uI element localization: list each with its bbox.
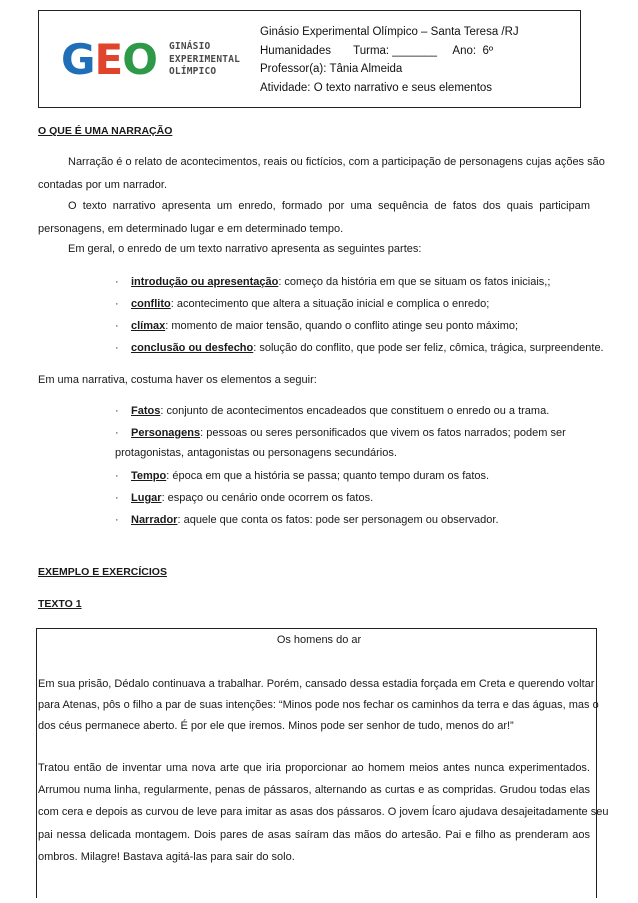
bullet-marker: · [115, 342, 119, 354]
bullet-marker: · [115, 514, 119, 526]
section-heading: EXEMPLO E EXERCÍCIOS [38, 566, 167, 578]
list-item: Personagens: pessoas ou seres personificados que vivem os fatos narrados; podem ser [131, 427, 566, 439]
paragraph-line: O texto narrativo apresenta um enredo, formado por uma sequência de fatos dos quais participam [68, 200, 590, 212]
text-line: Tratou então de inventar uma nova arte que iria proporcionar ao homem meios antes nunca experimentados. [38, 762, 590, 774]
paragraph-line: Narração é o relato de acontecimentos, reais ou fictícios, com a participação de personagens cujas ações são [68, 156, 605, 168]
paragraph-line: contadas por um narrador. [38, 179, 168, 191]
paragraph-line: Em uma narrativa, costuma haver os elementos a seguir: [38, 374, 317, 386]
school-name: Ginásio Experimental Olímpico – Santa Teresa /RJ [260, 26, 519, 38]
list-item: conclusão ou desfecho: solução do conflito, que pode ser feliz, cômica, trágica, surpreendente. [131, 342, 604, 354]
list-item: Tempo: época em que a história se passa; quanto tempo duram os fatos. [131, 470, 490, 482]
school-logo [61, 35, 247, 85]
bullet-marker: · [115, 405, 119, 417]
logo-wordmark: GEO [61, 35, 157, 84]
text-line: pai nessa delicada montagem. Dois pares de asas saíram das mãos do artesão. Pai e filho as prenderam aos [38, 829, 590, 841]
bullet-marker: · [115, 470, 119, 482]
bullet-marker: · [115, 492, 119, 504]
paragraph-line: Em geral, o enredo de um texto narrativo apresenta as seguintes partes: [68, 243, 422, 255]
list-item: conflito: acontecimento que altera a situação inicial e complica o enredo; [131, 298, 490, 310]
text-title: Os homens do ar [276, 634, 362, 646]
text-line: Arrumou numa linha, regularmente, penas de pássaros, alternando as curtas e as compridas. Grudou todas elas [38, 784, 590, 796]
section-heading: O QUE É UMA NARRAÇÃO [38, 125, 173, 137]
activity-title: Atividade: O texto narrativo e seus elementos [260, 81, 493, 94]
text-line: para Atenas, pôs o filho a par de suas intenções: “Minos pode nos fechar os caminhos da terra e das águas, mas o [38, 699, 599, 711]
text-line: dos céus permanece aberto. É por ele que iremos. Minos pode ser senhor de tudo, menos do ar!” [38, 720, 514, 732]
teacher-name: Professor(a): Tânia Almeida [260, 63, 403, 75]
paragraph-line: personagens, em determinado lugar e em determinado tempo. [38, 223, 344, 235]
list-item: clímax: momento de maior tensão, quando o conflito atinge seu ponto máximo; [131, 320, 519, 332]
bullet-marker: · [115, 298, 119, 310]
class-line: Humanidades Turma: _______ Ano: 6º [260, 44, 494, 57]
list-item: introdução ou apresentação: começo da história em que se situam os fatos iniciais,; [131, 276, 551, 288]
bullet-marker: · [115, 276, 119, 288]
header-box [38, 10, 581, 108]
text-label: TEXTO 1 [38, 598, 82, 610]
bullet-marker: · [115, 427, 119, 439]
text-line: ombros. Milagre! Bastava agitá-las para sair do solo. [38, 851, 295, 863]
list-item: Fatos: conjunto de acontecimentos encadeados que constituem o enredo ou a trama. [131, 405, 550, 417]
list-item-continuation: protagonistas, antagonistas ou personagens secundários. [115, 447, 397, 459]
logo-subtitle: GINÁSIO EXPERIMENTAL OLÍMPICO [169, 41, 241, 77]
list-item: Narrador: aquele que conta os fatos: pode ser personagem ou observador. [131, 514, 499, 526]
text-line: Em sua prisão, Dédalo continuava a trabalhar. Porém, cansado dessa estadia forçada em Creta e querendo voltar [38, 678, 595, 690]
header-info [260, 23, 519, 97]
list-item: Lugar: espaço ou cenário onde ocorrem os fatos. [131, 492, 374, 504]
bullet-marker: · [115, 320, 119, 332]
text-line: com cera e depois as curvou de leve para imitar as asas dos pássaros. O jovem Ícaro ajudava desajeitadamente seu [38, 806, 609, 818]
